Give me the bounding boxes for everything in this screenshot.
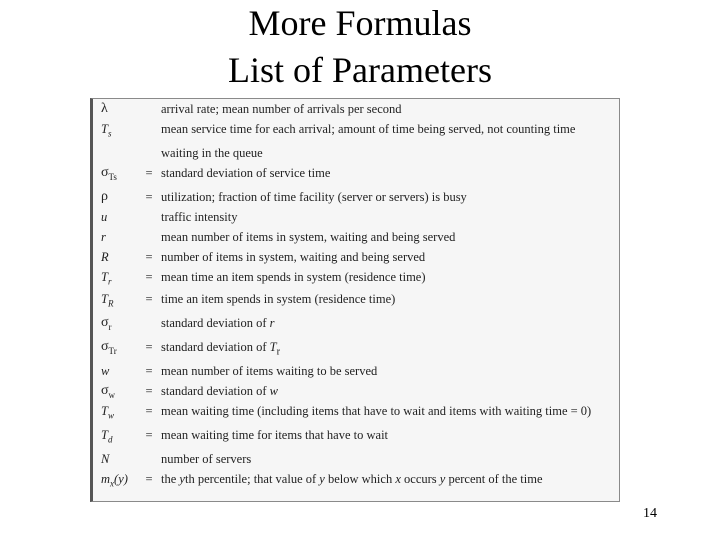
parameter-row: [93, 289, 621, 309]
symbol-subscript: w: [108, 389, 116, 400]
parameter-symbol: [101, 207, 141, 227]
parameter-symbol: [101, 289, 141, 309]
description-variable: w: [269, 384, 278, 398]
description-variable: r: [269, 316, 275, 330]
description-variable: y: [439, 472, 446, 486]
symbol-subscript: s: [107, 128, 112, 139]
parameter-symbol: [101, 361, 141, 381]
description-text: mean waiting time (including items that have to wait and items with waiting time = 0): [161, 404, 592, 418]
parameter-symbol: [101, 119, 141, 139]
symbol-char: T: [101, 428, 108, 442]
parameter-symbol: [101, 187, 141, 207]
parameter-description: [161, 313, 275, 333]
parameter-row: [93, 401, 621, 421]
parameter-symbol: [101, 469, 141, 489]
parameter-description: [161, 469, 543, 489]
symbol-subscript: r: [107, 276, 112, 287]
parameter-row: [93, 99, 621, 119]
equals-sign: =: [145, 364, 153, 378]
parameter-row: [93, 143, 621, 163]
parameter-row: [93, 425, 621, 445]
parameter-row: [93, 119, 621, 139]
description-text: utilization; fraction of time facility (server or servers) is busy: [161, 190, 467, 204]
description-text: mean waiting time for items that have to wait: [161, 428, 389, 442]
parameter-row: [93, 207, 621, 227]
description-text: mean number of items waiting to be served: [161, 364, 378, 378]
symbol-char: σ: [101, 315, 109, 330]
parameter-symbol: [101, 425, 141, 445]
symbol-subscript: d: [107, 434, 113, 445]
parameter-description: [161, 207, 237, 227]
description-text: standard deviation of service time: [161, 166, 331, 180]
parameter-row: [93, 267, 621, 287]
description-text: number of servers: [161, 452, 252, 466]
description-text: traffic intensity: [161, 210, 238, 224]
parameter-description: [161, 119, 575, 139]
equals-sign: =: [145, 428, 153, 442]
description-text: standard deviation of: [161, 340, 270, 354]
equals-sign: =: [145, 404, 153, 418]
symbol-char: σ: [101, 383, 109, 398]
description-text: occurs: [400, 472, 440, 486]
equals-sign: =: [145, 166, 153, 180]
parameter-row: [93, 361, 621, 381]
symbol-char: T: [101, 292, 108, 306]
parameter-description: [161, 227, 455, 247]
equals-sign: =: [145, 190, 153, 204]
symbol-char: w: [101, 364, 110, 378]
symbol-subscript: w: [107, 410, 114, 421]
equals-sign: =: [145, 270, 153, 284]
symbol-char: r: [101, 230, 106, 244]
parameter-row: [93, 313, 621, 333]
symbol-char: u: [101, 210, 108, 224]
equals-sign: =: [145, 340, 153, 354]
parameter-row: [93, 337, 621, 357]
description-variable: x: [395, 472, 401, 486]
equals-sign: =: [145, 472, 153, 486]
symbol-char: T: [101, 404, 108, 418]
parameter-description: [161, 381, 278, 401]
parameter-description: [161, 449, 251, 469]
description-text: standard deviation of: [161, 316, 270, 330]
symbol-char: m: [101, 472, 111, 486]
description-text: mean service time for each arrival; amount of time being served, not counting time: [161, 122, 576, 136]
parameter-symbol: [101, 401, 141, 421]
page-number: 14: [643, 506, 657, 521]
parameter-description: [161, 163, 330, 183]
parameter-description: [161, 143, 263, 163]
symbol-subscript: x: [110, 478, 115, 489]
parameter-description: [161, 99, 402, 119]
description-text: th percentile; that value of: [184, 472, 320, 486]
parameter-symbol: [101, 227, 141, 247]
symbol-char: σ: [101, 165, 109, 180]
parameter-description: [161, 425, 388, 445]
equals-sign: =: [145, 250, 153, 264]
description-text: time an item spends in system (residence time): [161, 292, 396, 306]
symbol-suffix: (y): [114, 472, 128, 486]
slide-title-line-2: List of Parameters: [228, 50, 492, 90]
symbol-char: λ: [101, 101, 108, 116]
parameter-description: [161, 401, 591, 421]
parameter-row: [93, 227, 621, 247]
description-text: the: [161, 472, 180, 486]
parameter-description: [161, 337, 280, 363]
description-text: standard deviation of: [161, 384, 270, 398]
equals-sign: =: [145, 384, 153, 398]
symbol-char: R: [101, 250, 109, 264]
description-text: mean number of items in system, waiting and being served: [161, 230, 456, 244]
symbol-subscript: Tr: [108, 345, 117, 356]
symbol-subscript: r: [108, 321, 112, 332]
parameter-symbol: [101, 267, 141, 287]
description-variable: y: [179, 472, 185, 486]
parameter-description: [161, 247, 425, 267]
symbol-char: σ: [101, 339, 109, 354]
parameter-description: [161, 289, 395, 309]
parameter-symbol: [101, 449, 141, 469]
description-text: below which: [324, 472, 396, 486]
parameter-description: [161, 361, 377, 381]
slide-title-line-1: More Formulas: [248, 3, 472, 43]
symbol-char: N: [101, 452, 110, 466]
description-subscript: r: [276, 346, 281, 358]
description-text: arrival rate; mean number of arrivals per second: [161, 102, 402, 116]
parameter-row: [93, 187, 621, 207]
description-text: number of items in system, waiting and being served: [161, 250, 426, 264]
parameter-symbol: [101, 99, 141, 119]
description-text: mean time an item spends in system (residence time): [161, 270, 426, 284]
description-variable: T: [269, 340, 277, 354]
parameter-symbol: [101, 337, 141, 357]
parameter-symbol: [101, 313, 141, 333]
symbol-char: T: [101, 270, 108, 284]
parameter-description: [161, 187, 467, 207]
description-variable: y: [319, 472, 325, 486]
symbol-char: ρ: [101, 189, 108, 204]
symbol-char: T: [101, 122, 108, 136]
parameter-row: [93, 449, 621, 469]
symbol-subscript: Ts: [108, 171, 117, 182]
parameter-row: [93, 381, 621, 401]
symbol-subscript: R: [107, 298, 114, 309]
parameter-table-image: [90, 98, 620, 502]
parameter-row: [93, 247, 621, 267]
parameter-symbol: [101, 247, 141, 267]
parameter-symbol: [101, 163, 141, 183]
parameter-description: [161, 267, 426, 287]
equals-sign: =: [145, 292, 153, 306]
description-text: percent of the time: [445, 472, 543, 486]
description-text: waiting in the queue: [161, 146, 263, 160]
parameter-symbol: [101, 381, 141, 401]
parameter-row: [93, 469, 621, 489]
parameter-row: [93, 163, 621, 183]
